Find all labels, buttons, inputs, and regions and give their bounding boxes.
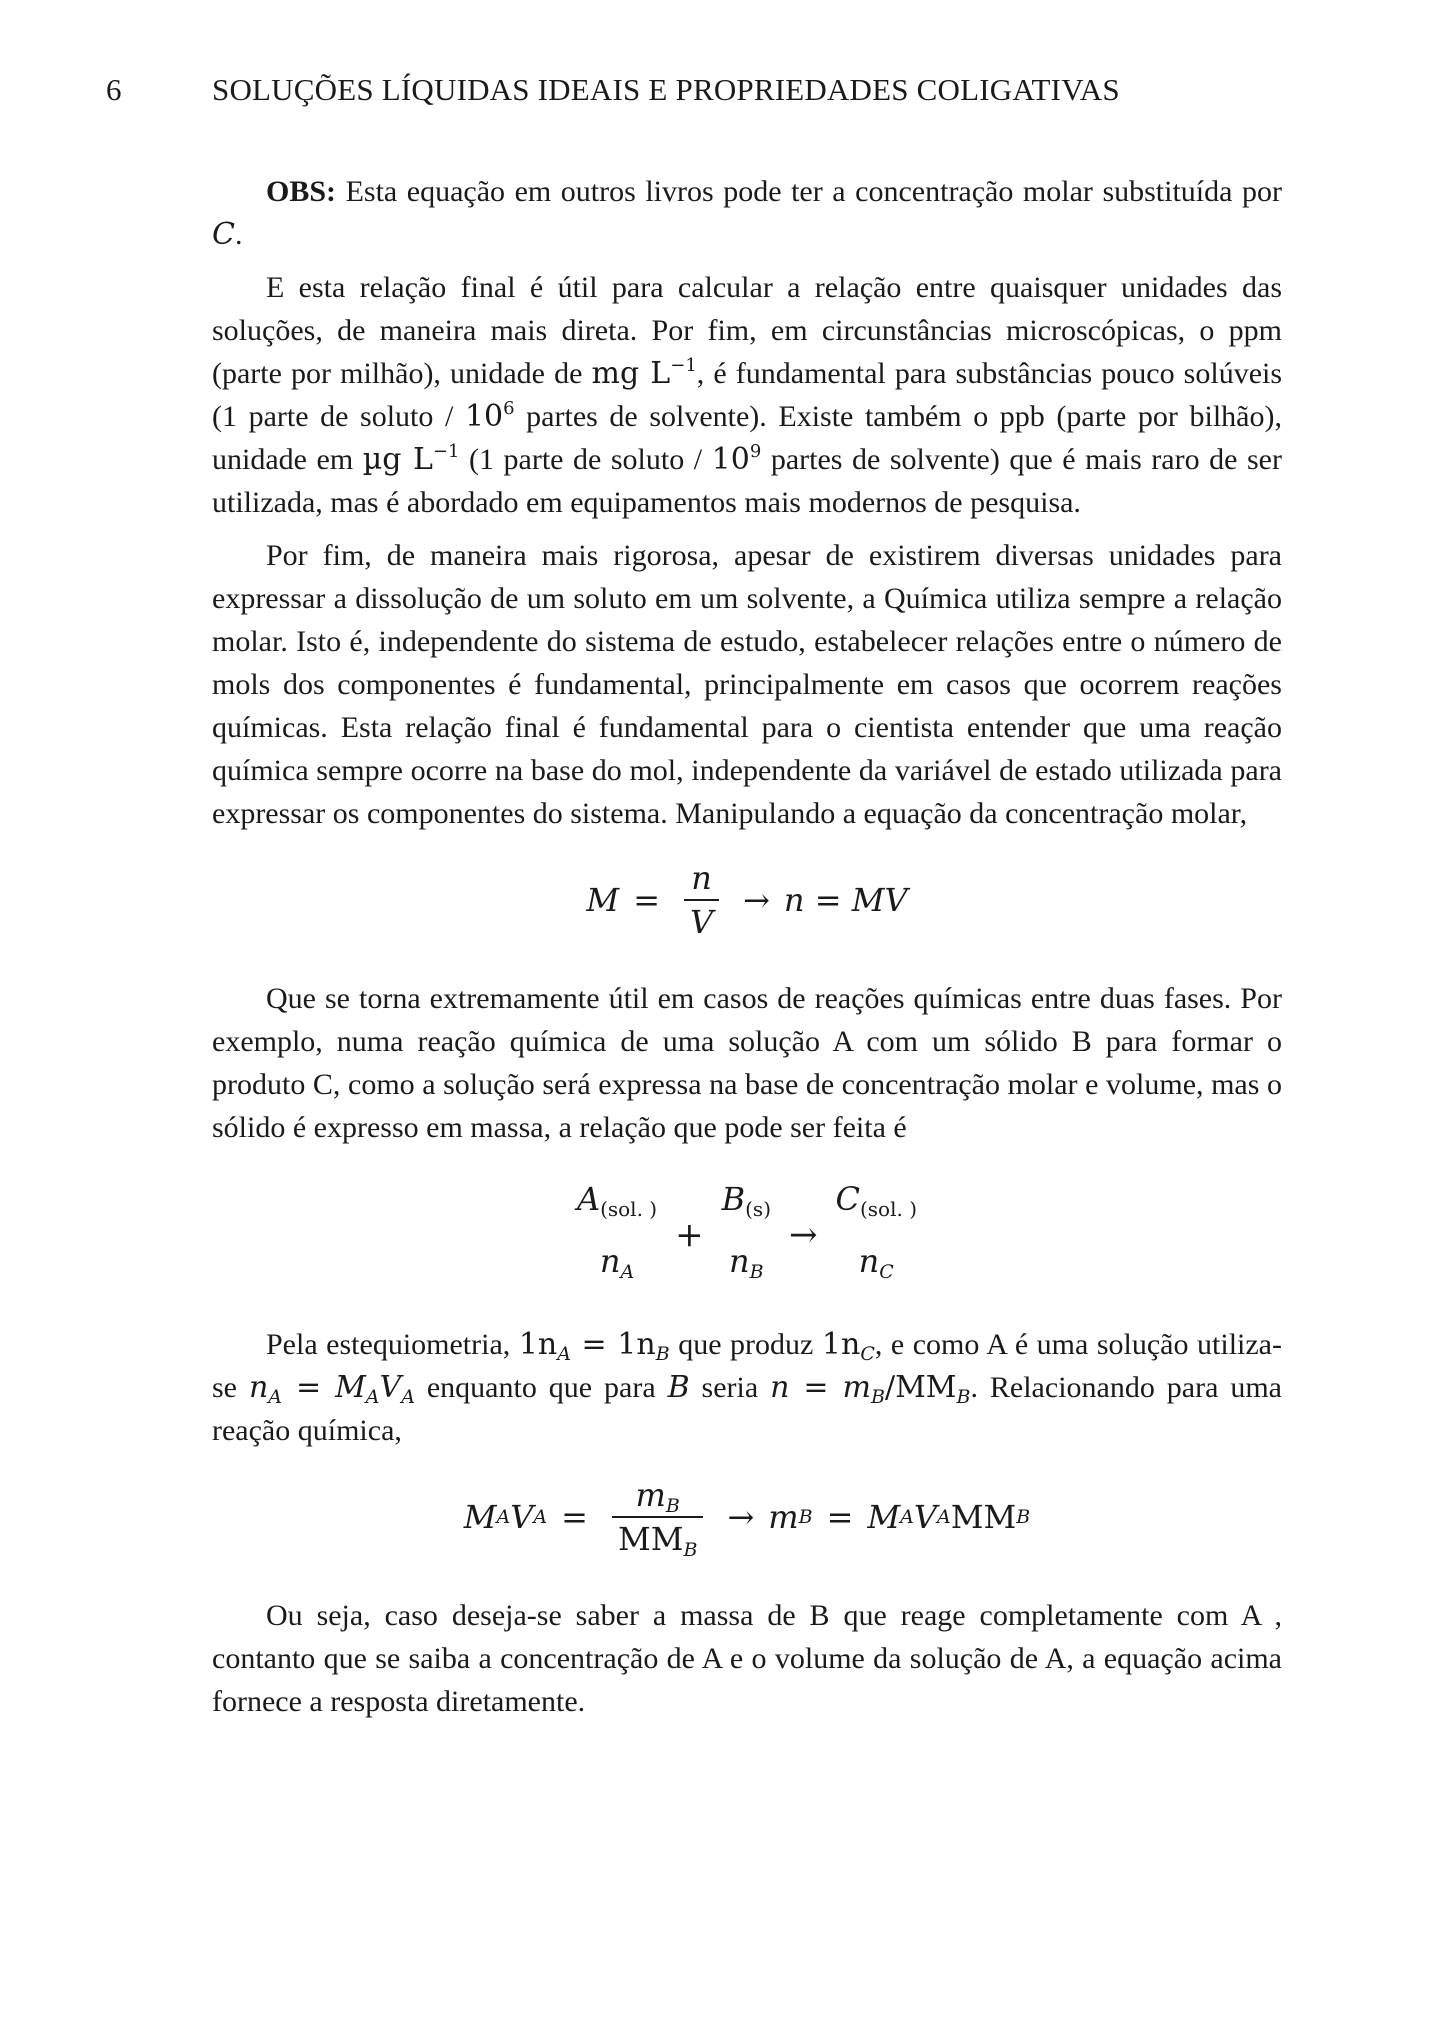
paragraph-units — [212, 266, 1282, 524]
numerator: n — [691, 859, 712, 897]
inline-math — [770, 1370, 971, 1408]
obs-paragraph — [212, 170, 1282, 256]
B-var: B — [667, 1370, 690, 1405]
eq-equals: = — [826, 1497, 854, 1536]
mol-symbol: n — [729, 1242, 750, 1280]
subscript: A — [401, 1386, 415, 1408]
paragraph-molar-relation: Por fim, de maneira mais rigorosa, apesar de existirem diversas unidades para expressar a dissolução de um soluto em um solvente, a Química utiliza sempre a relação molar. Isto é, independente do sistema de estudo, estabelecer relações entre o número de mols dos componentes é fundamental, principalmente em casos que ocorrem reações químicas. Esta relação final é fundamental para o cientista entender que uma reação química sempre ocorre na base do mol, independente da variável de estado utilizada para expressar os componentes do sistema. Manipulando a equação da concentração molar, — [212, 539, 1282, 830]
exponent: 6 — [503, 398, 515, 419]
paragraph-two-phases: Que se torna extremamente útil em casos de reações químicas entre duas fases. Por exemplo, numa reação química de uma solução A com um sólido B para formar o produto C, como a solução será expressa na base de concentração molar e volume, mas o sólido é expresso em massa, a relação que pode ser feita é — [212, 982, 1282, 1144]
subscript: B — [665, 1495, 680, 1517]
MM-symbol: MM — [950, 1497, 1017, 1536]
unit-ug-per-L: µg L — [362, 442, 433, 477]
reactant-B — [722, 1173, 771, 1287]
numerator — [630, 1474, 686, 1516]
subscript: A — [268, 1386, 282, 1408]
one-n: 1n — [518, 1327, 558, 1362]
reaction-arrow: → — [789, 1214, 818, 1255]
mol-symbol: n — [858, 1242, 880, 1280]
mol-symbol: n — [599, 1242, 621, 1280]
eq-lhs: M — [586, 880, 620, 919]
V-var: V — [913, 1497, 937, 1536]
equals: = — [282, 1370, 336, 1405]
plus-sign: + — [675, 1214, 704, 1255]
obs-label: OBS: — [266, 175, 337, 208]
species-A: A — [576, 1180, 601, 1218]
m-var: m — [768, 1497, 799, 1536]
product-C — [836, 1173, 918, 1287]
exponent: −1 — [432, 441, 460, 462]
body-text — [212, 170, 1282, 1733]
text-span: . Relacionando para uma reação química, — [212, 1371, 1282, 1447]
state-label: (sol. ) — [859, 1197, 918, 1221]
subscript: B — [870, 1386, 885, 1408]
eq-rhs: n = MV — [783, 880, 908, 919]
var-C: C — [212, 217, 235, 252]
page-number: 6 — [106, 72, 122, 107]
text-span: , é fundamental para substâncias pouco solúveis (1 parte de soluto / — [212, 357, 1283, 433]
subscript: C — [860, 1343, 875, 1365]
reaction-scheme — [212, 1173, 1282, 1287]
MM-symbol: MM — [617, 1520, 684, 1558]
text-span: partes de solvente) que é mais raro de ser utilizada, mas é abordado em equipamentos mais modernos de pesquisa. — [212, 443, 1282, 519]
m-var: m — [635, 1476, 666, 1514]
fraction — [684, 857, 719, 943]
exponent: 9 — [749, 441, 762, 462]
M-var: M — [335, 1370, 366, 1405]
arrow: → — [727, 1497, 755, 1536]
text-span: (1 parte de soluto / — [459, 443, 712, 476]
running-header — [106, 72, 1232, 108]
MM-symbol: MM — [895, 1370, 957, 1405]
V-var: V — [379, 1370, 402, 1405]
subscript: A — [557, 1343, 571, 1365]
state-label: (sol. ) — [600, 1197, 658, 1221]
M-var: M — [867, 1497, 901, 1536]
V-var: V — [510, 1497, 534, 1536]
arrow: → — [743, 880, 770, 919]
paragraph-stoichiometry — [212, 1323, 1282, 1452]
power-of-ten: 10 — [711, 442, 750, 477]
species-C: C — [835, 1180, 860, 1218]
equals: = — [789, 1370, 843, 1405]
inline-math — [821, 1327, 875, 1365]
unit-mg-per-L: mg L — [591, 356, 671, 391]
subscript: B — [655, 1343, 670, 1365]
subscript: B — [683, 1539, 698, 1561]
eq-equals: = — [633, 880, 660, 919]
n-var: n — [248, 1370, 269, 1405]
reactant-A — [577, 1173, 657, 1287]
fraction — [612, 1474, 704, 1560]
chapter-title: SOLUÇÕES LÍQUIDAS IDEAIS E PROPRIEDADES COLIGATIVAS — [212, 72, 1120, 107]
text-span: enquanto que para — [414, 1371, 668, 1404]
denominator: V — [684, 899, 719, 943]
equation-mass-relation: M A V A = $\frac{m_B}{MM_B}$ → m B = M A V A MM B — [463, 1476, 1031, 1561]
m-var: m — [842, 1370, 871, 1405]
text-span: E esta relação final é útil para calcular a relação entre quaisquer unidades das soluções, de maneira mais direta. Por fim, em circunstâncias microscópicas, o ppm (parte por milhão), unidade de — [212, 271, 1282, 390]
inline-math — [248, 1370, 415, 1408]
species-B: B — [721, 1180, 746, 1218]
M-var: M — [463, 1497, 497, 1536]
n-var: n — [770, 1370, 790, 1405]
slash: / — [884, 1370, 896, 1405]
one-n: 1n — [821, 1327, 861, 1362]
equation-molar-concentration — [212, 857, 1282, 943]
denominator — [612, 1516, 704, 1560]
obs-text: Esta equação em outros livros pode ter a concentração molar substituída por — [336, 175, 1282, 208]
text-span: que produz — [669, 1328, 822, 1361]
text-span: Pela estequiometria, — [266, 1328, 519, 1361]
subscript: A — [365, 1386, 380, 1408]
subscript: A — [620, 1261, 635, 1283]
text-span: , e como A é uma solução utiliza-se — [212, 1328, 1282, 1404]
one-n: 1n — [617, 1327, 656, 1362]
eq-equals: = — [561, 1497, 588, 1536]
obs-period: . — [234, 218, 243, 251]
paragraph-conclusion: Ou seja, caso deseja-se saber a massa de B que reage completamente com A , contanto que se saiba a concentração de A e o volume da solução de A, a equação acima fornece a resposta diretamente. — [212, 1599, 1282, 1718]
exponent: −1 — [670, 355, 697, 376]
inline-math — [518, 1327, 670, 1365]
text-span: partes de solvente). Existe também o ppb (parte por bilhão), unidade em — [212, 400, 1282, 476]
subscript: C — [879, 1261, 894, 1283]
subscript: B — [749, 1261, 764, 1283]
power-of-ten: 10 — [464, 399, 504, 434]
state-label: (s) — [745, 1197, 771, 1221]
subscript: B — [956, 1386, 971, 1408]
equals: = — [570, 1327, 618, 1362]
text-span: seria — [689, 1371, 771, 1404]
